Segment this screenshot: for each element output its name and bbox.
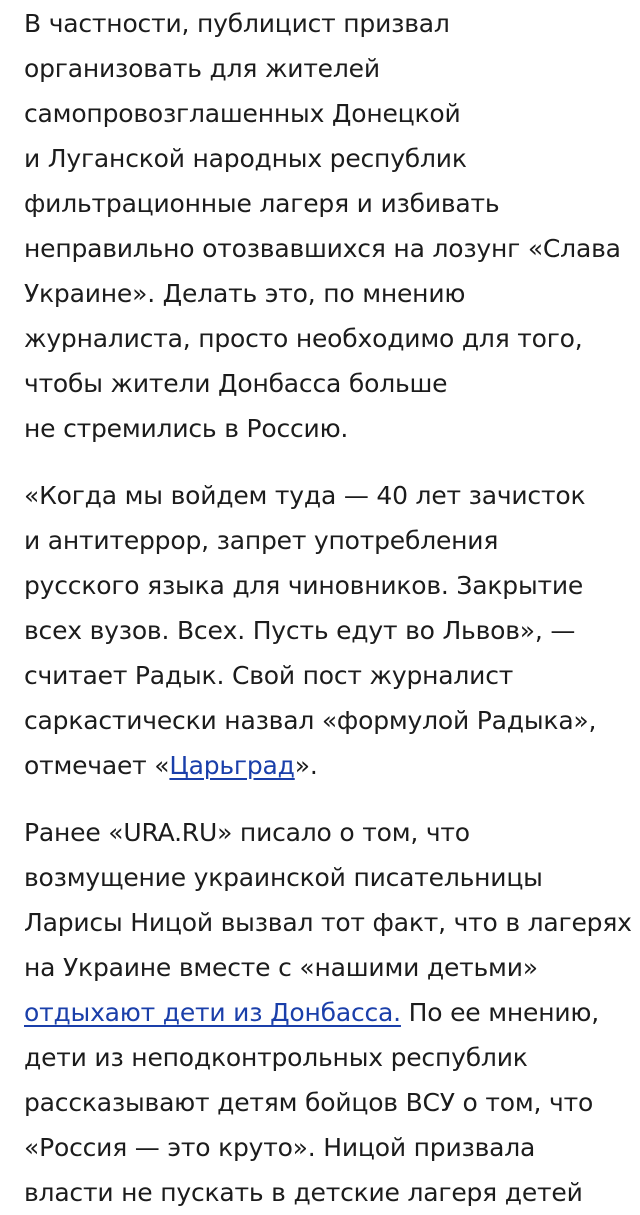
text-line: Ранее «URA.RU» писало о том, что xyxy=(24,818,470,847)
text-line xyxy=(24,743,596,788)
text-fragment: отмечает « xyxy=(24,751,170,780)
paragraph-3 xyxy=(24,810,632,1215)
text-line: возмущение украинской писательницы xyxy=(24,863,543,892)
text-line: Украине». Делать это, по мнению xyxy=(24,279,466,308)
text-line: дети из неподконтрольных республик xyxy=(24,1043,528,1072)
paragraph-2 xyxy=(24,473,596,788)
text-line xyxy=(24,990,632,1035)
text-line: на Украине вместе с «нашими детьми» xyxy=(24,953,538,982)
paragraph-1 xyxy=(24,1,621,451)
text-line: В частности, публицист призвал xyxy=(24,9,450,38)
donbass-children-link[interactable]: отдыхают дети из Донбасса. xyxy=(24,998,401,1027)
text-line: саркастически назвал «формулой Радыка», xyxy=(24,706,597,735)
text-fragment: ». xyxy=(294,751,318,780)
text-line: не стремились в Россию. xyxy=(24,414,349,443)
text-line: всех вузов. Всех. Пусть едут во Львов», — xyxy=(24,616,576,645)
text-line: и Луганской народных республик xyxy=(24,144,467,173)
tsargrad-link[interactable]: Царьград xyxy=(169,751,295,780)
text-line: «Когда мы войдем туда — 40 лет зачисток xyxy=(24,481,586,510)
text-line: власти не пускать в детские лагеря детей xyxy=(24,1178,583,1207)
text-line: русского языка для чиновников. Закрытие xyxy=(24,571,584,600)
text-line: чтобы жители Донбасса больше xyxy=(24,369,448,398)
text-line: самопровозглашенных Донецкой xyxy=(24,99,461,128)
text-line: Ларисы Ницой вызвал тот факт, что в лагерях xyxy=(24,908,632,937)
text-line: «Россия — это круто». Ницой призвала xyxy=(24,1133,536,1162)
text-line: журналиста, просто необходимо для того, xyxy=(24,324,583,353)
text-line: фильтрационные лагеря и избивать xyxy=(24,189,500,218)
text-line: рассказывают детям бойцов ВСУ о том, что xyxy=(24,1088,594,1117)
text-line: организовать для жителей xyxy=(24,54,380,83)
text-line: считает Радык. Свой пост журналист xyxy=(24,661,514,690)
text-line: и антитеррор, запрет употребления xyxy=(24,526,499,555)
text-line: неправильно отозвавшихся на лозунг «Слава xyxy=(24,234,621,263)
text-fragment: По ее мнению, xyxy=(400,998,600,1027)
